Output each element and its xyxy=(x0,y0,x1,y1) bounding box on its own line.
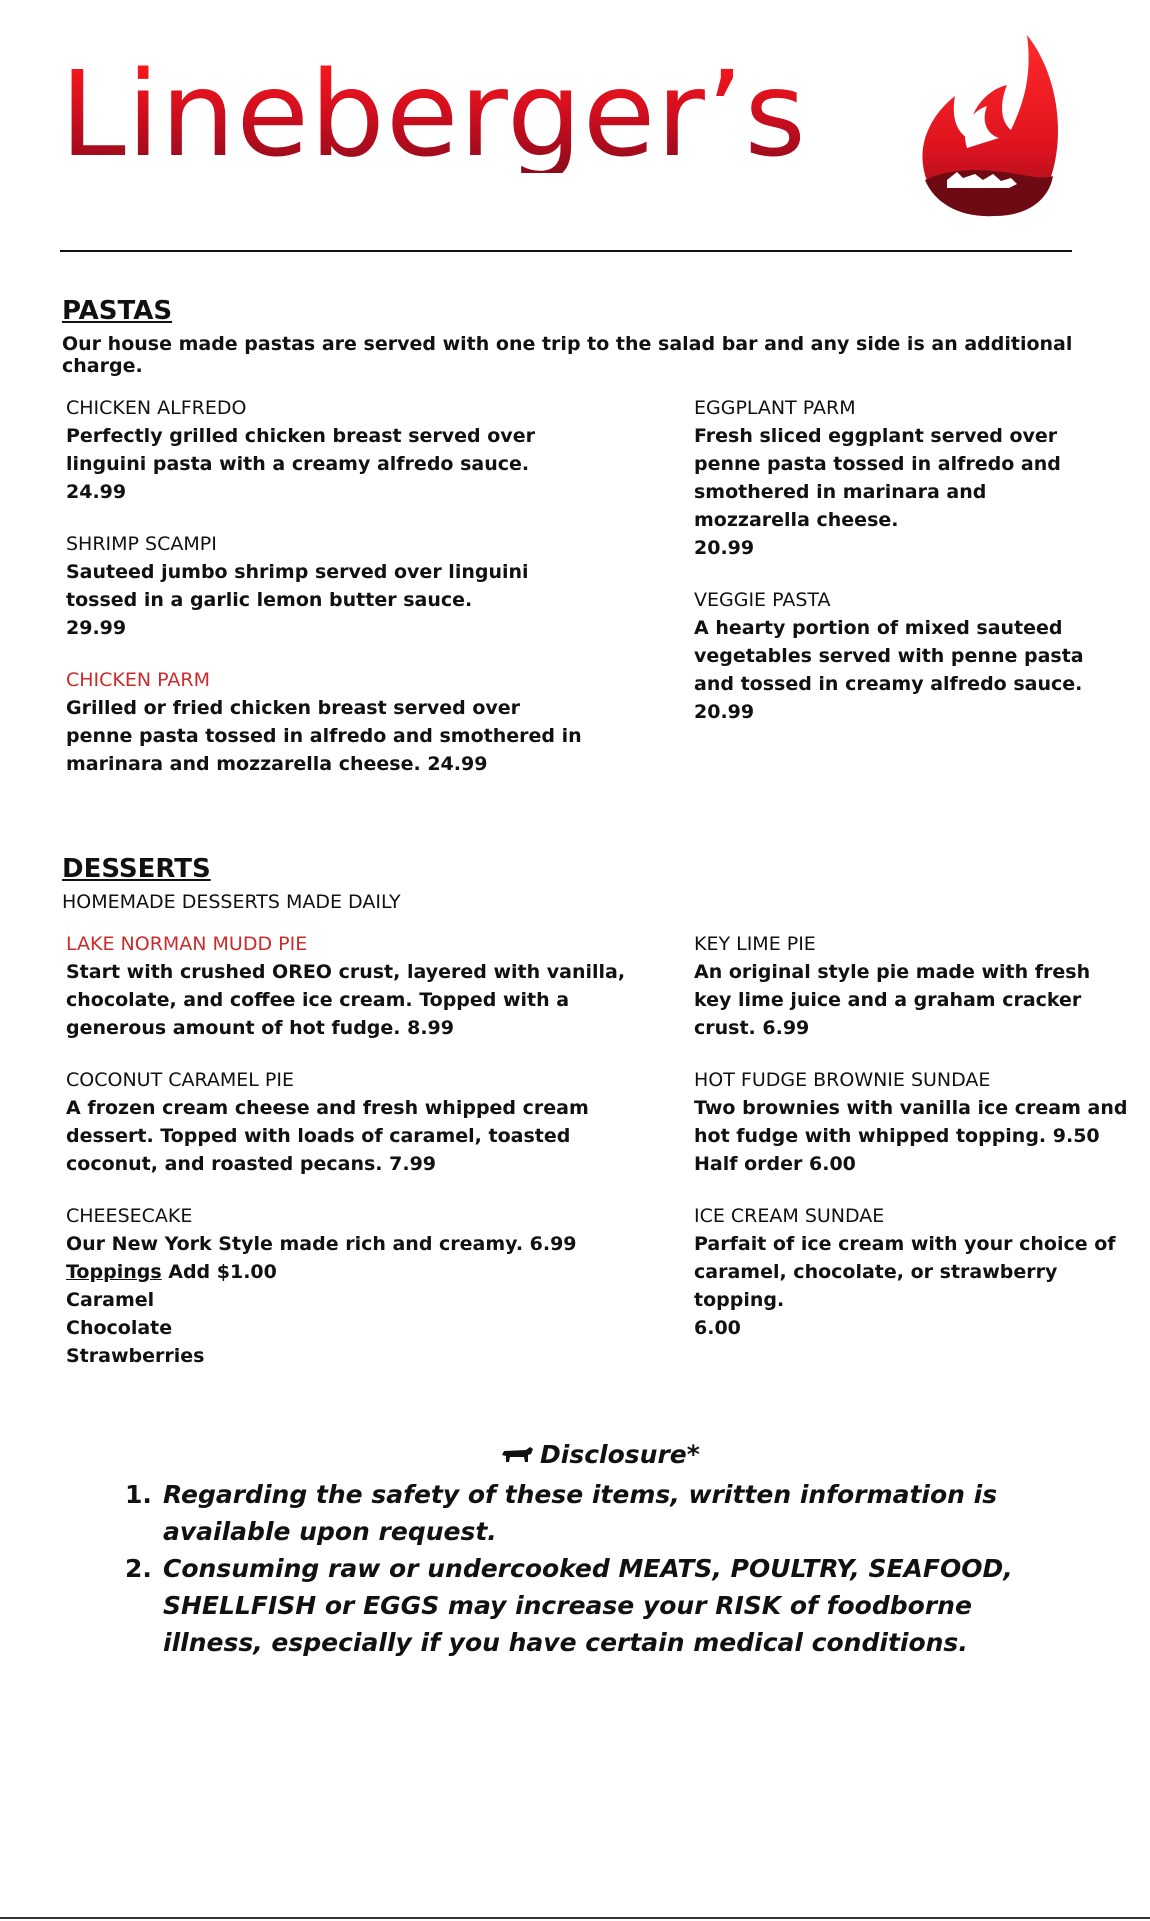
restaurant-name: Lineberger’s xyxy=(60,45,807,183)
header-divider xyxy=(60,250,1072,252)
menu-item xyxy=(694,394,1104,562)
item-price: 29.99 xyxy=(66,617,127,639)
menu-item xyxy=(66,530,586,642)
item-description: Fresh sliced eggplant served over penne pasta tossed in alfredo and smothered in marinara and mozzarella cheese. xyxy=(694,425,1061,531)
desserts-intro: HOMEMADE DESSERTS MADE DAILY xyxy=(62,891,401,913)
item-description: A frozen cream cheese and fresh whipped cream dessert. Topped with loads of caramel, toasted coconut, and roasted pecans. 7.99 xyxy=(66,1097,589,1175)
item-description: Sauteed jumbo shrimp served over linguini tossed in a garlic lemon butter sauce. xyxy=(66,561,529,611)
topping-option: Strawberries xyxy=(66,1345,205,1367)
topping-option: Caramel xyxy=(66,1289,155,1311)
item-price: 20.99 xyxy=(694,701,755,723)
item-name: LAKE NORMAN MUDD PIE xyxy=(66,933,308,955)
menu-item xyxy=(66,1066,646,1178)
item-description: Perfectly grilled chicken breast served over linguini pasta with a creamy alfredo sauce. xyxy=(66,425,535,475)
flame-logo-icon xyxy=(915,30,1065,225)
topping-option: Chocolate xyxy=(66,1317,173,1339)
item-extra: Half order 6.00 xyxy=(694,1153,856,1175)
item-description: Our New York Style made rich and creamy. 6.99 xyxy=(66,1233,577,1255)
item-description: A hearty portion of mixed sauteed vegetables served with penne pasta and tossed in creamy alfredo sauce. xyxy=(694,617,1084,695)
item-name: HOT FUDGE BROWNIE SUNDAE xyxy=(694,1069,991,1091)
menu-item xyxy=(694,1202,1134,1342)
pastas-intro: Our house made pastas are served with one trip to the salad bar and any side is an additional charge. xyxy=(62,333,1073,377)
item-description: Parfait of ice cream with your choice of caramel, chocolate, or strawberry topping. xyxy=(694,1233,1116,1311)
item-name: CHEESECAKE xyxy=(66,1205,193,1227)
item-price: 24.99 xyxy=(66,481,127,503)
menu-item xyxy=(694,930,1134,1042)
item-name: VEGGIE PASTA xyxy=(694,589,831,611)
pastas-title: PASTAS xyxy=(62,296,173,326)
item-name: CHICKEN PARM xyxy=(66,669,210,691)
item-name: CHICKEN ALFREDO xyxy=(66,397,247,419)
disclosure-number: 1. xyxy=(125,1480,152,1509)
menu-item xyxy=(694,586,1104,726)
disclosure-title: Disclosure* xyxy=(540,1440,700,1469)
toppings-price: Add $1.00 xyxy=(161,1261,277,1283)
item-name: KEY LIME PIE xyxy=(694,933,816,955)
disclosure-number: 2. xyxy=(125,1554,152,1583)
toppings-line xyxy=(66,1258,646,1286)
disclosure-heading xyxy=(500,1440,700,1469)
menu-item xyxy=(66,1202,646,1370)
item-price: 20.99 xyxy=(694,537,755,559)
item-name: SHRIMP SCAMPI xyxy=(66,533,217,555)
item-price: 6.00 xyxy=(694,1317,741,1339)
disclosure-list xyxy=(125,1476,1065,1661)
item-name: EGGPLANT PARM xyxy=(694,397,856,419)
pastas-left-column xyxy=(66,394,586,802)
menu-item xyxy=(66,666,586,778)
pastas-right-column xyxy=(694,394,1104,750)
menu-item xyxy=(694,1066,1134,1178)
desserts-right-column xyxy=(694,930,1134,1366)
disclosure-text: Consuming raw or undercooked MEATS, POULTRY, SEAFOOD, SHELLFISH or EGGS may increase your RISK of foodborne illness, especially if you have certain medical conditions. xyxy=(163,1554,1013,1657)
disclosure-item xyxy=(125,1550,1065,1661)
desserts-title: DESSERTS xyxy=(62,854,211,884)
toppings-label: Toppings xyxy=(66,1261,162,1283)
item-name: COCONUT CARAMEL PIE xyxy=(66,1069,294,1091)
item-description: Start with crushed OREO crust, layered with vanilla, chocolate, and coffee ice cream. Topped with a generous amount of hot fudge. 8.99 xyxy=(66,961,626,1039)
item-description: Grilled or fried chicken breast served over penne pasta tossed in alfredo and smothered in marinara and mozzarella cheese. 24.99 xyxy=(66,697,582,775)
item-name: ICE CREAM SUNDAE xyxy=(694,1205,885,1227)
item-description: An original style pie made with fresh key lime juice and a graham cracker crust. 6.99 xyxy=(694,961,1091,1039)
cow-icon xyxy=(500,1445,534,1465)
desserts-left-column xyxy=(66,930,646,1394)
menu-item xyxy=(66,930,646,1042)
disclosure-item xyxy=(125,1476,1065,1550)
disclosure-text: Regarding the safety of these items, written information is available upon request. xyxy=(163,1480,998,1546)
item-description: Two brownies with vanilla ice cream and hot fudge with whipped topping. 9.50 xyxy=(694,1097,1128,1147)
page-bottom-edge xyxy=(0,1917,1150,1919)
menu-item xyxy=(66,394,586,506)
